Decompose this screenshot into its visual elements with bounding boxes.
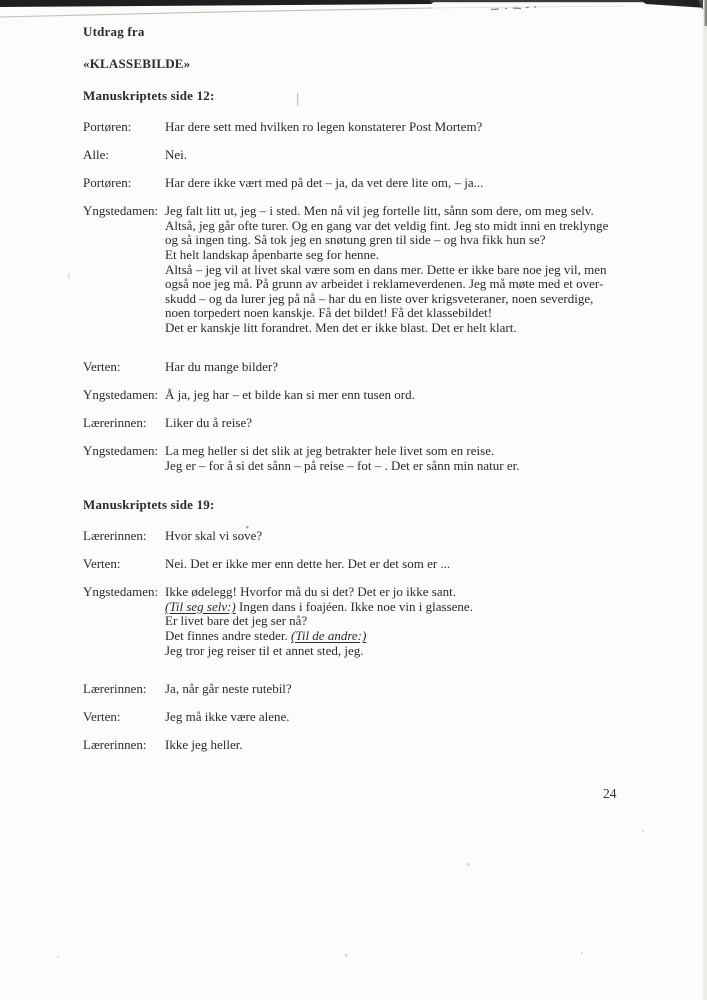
text-segment: Ja, når går neste rutebil? xyxy=(165,681,292,697)
dialogue-row xyxy=(83,444,649,473)
manuscript-section xyxy=(83,497,649,753)
dialogue-row xyxy=(83,682,649,697)
dialogue-row xyxy=(83,148,649,163)
dialogue-text xyxy=(165,738,649,753)
text-segment: Et helt landskap åpenbarte seg for henne. xyxy=(165,247,380,263)
dialogue-text xyxy=(165,176,649,191)
scan-edge-top-right xyxy=(640,0,707,8)
speaker-label: Verten: xyxy=(83,709,121,725)
text-segment: Har dere ikke vært med på det – ja, da vet dere lite om, – ja... xyxy=(165,175,484,191)
dialogue-row xyxy=(83,710,649,725)
dialogue-line xyxy=(165,614,649,629)
dialogue-text xyxy=(165,444,649,473)
stage-direction: (Til de andre:) xyxy=(290,628,367,644)
dialogue-line xyxy=(165,176,649,191)
section-heading: Manuskriptets side 12: xyxy=(83,88,215,103)
dialogue-text xyxy=(165,682,649,697)
text-segment: Ikke ødelegg! Hvorfor må du si det? Det er jo ikke sant. xyxy=(165,584,456,600)
dialogue-line xyxy=(165,148,649,163)
crease-line xyxy=(0,8,432,17)
dialogue-line xyxy=(165,585,649,600)
dialogue-text xyxy=(165,204,649,335)
dialogue-text xyxy=(165,416,649,431)
dialogue-line xyxy=(165,306,649,321)
document-content xyxy=(83,24,649,767)
text-segment: og så ingen ting. Så tok jeg en snøtung gren til side – og hva fikk hun se? xyxy=(165,232,546,248)
dialogue-row xyxy=(83,738,649,753)
text-segment: Jeg falt litt ut, jeg – i sted. Men nå vil jeg fortelle litt, sånn som dere, om meg selv. xyxy=(165,203,594,219)
dialogue-line xyxy=(165,710,649,725)
text-segment: Jeg er – for å si det sånn – på reise – fot – . Det er sånn min natur er. xyxy=(165,457,520,473)
text-segment: også noe jeg må. På grunn av arbeidet i reklameverdenen. Jeg må møte med et over- xyxy=(165,276,604,292)
stage-direction: (Til seg selv:) xyxy=(165,598,236,614)
text-segment: Hvor skal vi sove? xyxy=(165,528,263,544)
dialogue-text xyxy=(165,388,649,403)
text-segment: Altså – jeg vil at livet skal være som en dans mer. Dette er ikke bare noe jeg vil, men xyxy=(165,261,607,277)
speaker-label: Alle: xyxy=(83,147,109,163)
dialogue-line xyxy=(165,416,649,431)
dialogue-line xyxy=(165,388,649,403)
dialogue-row xyxy=(83,585,649,658)
right-edge-strip xyxy=(703,0,707,1000)
dialogue-text xyxy=(165,360,649,375)
dialogue-line xyxy=(165,600,649,615)
dialogue-line xyxy=(165,682,649,697)
scan-edge-top-middle xyxy=(430,0,645,2)
speaker-label: Lærerinnen: xyxy=(83,681,147,697)
dialogue-text xyxy=(165,585,649,658)
dialogue-text xyxy=(165,148,649,163)
dialogue-line xyxy=(165,263,649,278)
text-segment: Jeg tror jeg reiser til et annet sted, jeg. xyxy=(165,642,364,658)
pencil-marks xyxy=(491,7,536,10)
excerpt-label: Utdrag fra xyxy=(83,24,145,39)
text-segment: Nei. xyxy=(165,147,188,163)
dialogue-row xyxy=(83,176,649,191)
dialogue-line xyxy=(165,219,649,234)
dialogue-line xyxy=(165,360,649,375)
dialogue-row xyxy=(83,360,649,375)
dialogue-row xyxy=(83,416,649,431)
dialogue-line xyxy=(165,459,649,474)
dialogue-line xyxy=(165,738,649,753)
text-segment: noen torpedert noen kanskje. Få det bildet! Få det klassebildet! xyxy=(165,305,493,321)
speaker-label: Yngstedamen: xyxy=(83,442,159,458)
page-number: 24 xyxy=(603,786,617,801)
dialogue-line xyxy=(165,629,649,644)
text-segment: Jeg må ikke være alene. xyxy=(165,709,290,725)
text-segment: Har dere sett med hvilken ro legen konstaterer Post Mortem? xyxy=(165,119,483,134)
text-segment: Det finnes andre steder. xyxy=(165,628,291,644)
text-segment: Det er kanskje litt forandret. Men det er ikke blast. Det er helt klart. xyxy=(165,320,517,336)
text-segment: Altså, jeg går ofte turer. Og en gang var det veldig fint. Jeg sto midt inni en treklynge xyxy=(165,217,609,233)
dialogue-line xyxy=(165,277,649,292)
dialogue-text xyxy=(165,120,649,135)
dialogue-line xyxy=(165,233,649,248)
dialogue-line xyxy=(165,444,649,459)
speaker-label: Lærerinnen: xyxy=(83,737,147,753)
speaker-label: Lærerinnen: xyxy=(83,528,147,544)
speaker-label: Yngstedamen: xyxy=(83,203,159,219)
speaker-label: Verten: xyxy=(83,358,121,374)
dialogue-line xyxy=(165,120,649,135)
dialogue-line xyxy=(165,644,649,659)
dialogue-sections xyxy=(83,88,649,753)
text-segment: Er livet bare det jeg ser nå? xyxy=(165,613,308,629)
text-segment: Ikke jeg heller. xyxy=(165,737,243,753)
text-segment: skudd – og da lurer jeg på nå – har du en liste over krigsveteraner, noen severdige, xyxy=(165,290,594,306)
dialogue-row xyxy=(83,388,649,403)
scan-edge-top-left xyxy=(0,0,437,7)
text-segment: Ingen dans i foajéen. Ikke noe vin i glassene. xyxy=(235,598,473,614)
dialogue-row xyxy=(83,204,649,335)
dialogue-line xyxy=(165,557,649,572)
speaker-label: Yngstedamen: xyxy=(83,386,159,402)
document-title: «KLASSEBILDE» xyxy=(83,56,191,71)
speaker-label: Portøren: xyxy=(83,175,132,191)
speaker-label: Portøren: xyxy=(83,119,132,134)
dialogue-line xyxy=(165,204,649,219)
speaker-label: Verten: xyxy=(83,556,121,572)
text-segment: Har du mange bilder? xyxy=(165,358,278,374)
corner-shadow xyxy=(698,0,707,24)
text-segment: Liker du å reise? xyxy=(165,414,252,430)
dialogue-line xyxy=(165,248,649,263)
dialogue-text xyxy=(165,529,649,544)
text-segment: La meg heller si det slik at jeg betrakter hele livet som en reise. xyxy=(165,442,495,458)
dialogue-line xyxy=(165,529,649,544)
dialogue-text xyxy=(165,710,649,725)
manuscript-section xyxy=(83,88,649,473)
dialogue-row xyxy=(83,120,649,135)
dialogue-line xyxy=(165,292,649,307)
speaker-label: Lærerinnen: xyxy=(83,414,147,430)
dialogue-text xyxy=(165,557,649,572)
text-segment: Å ja, jeg har – et bilde kan si mer enn tusen ord. xyxy=(165,386,415,402)
dialogue-line xyxy=(165,321,649,336)
text-segment: Nei. Det er ikke mer enn dette her. Det er det som er ... xyxy=(165,556,451,572)
speaker-label: Yngstedamen: xyxy=(83,584,159,600)
section-heading: Manuskriptets side 19: xyxy=(83,497,215,513)
dialogue-row xyxy=(83,557,649,572)
dialogue-row xyxy=(83,529,649,544)
crease-line-faint xyxy=(432,6,625,8)
